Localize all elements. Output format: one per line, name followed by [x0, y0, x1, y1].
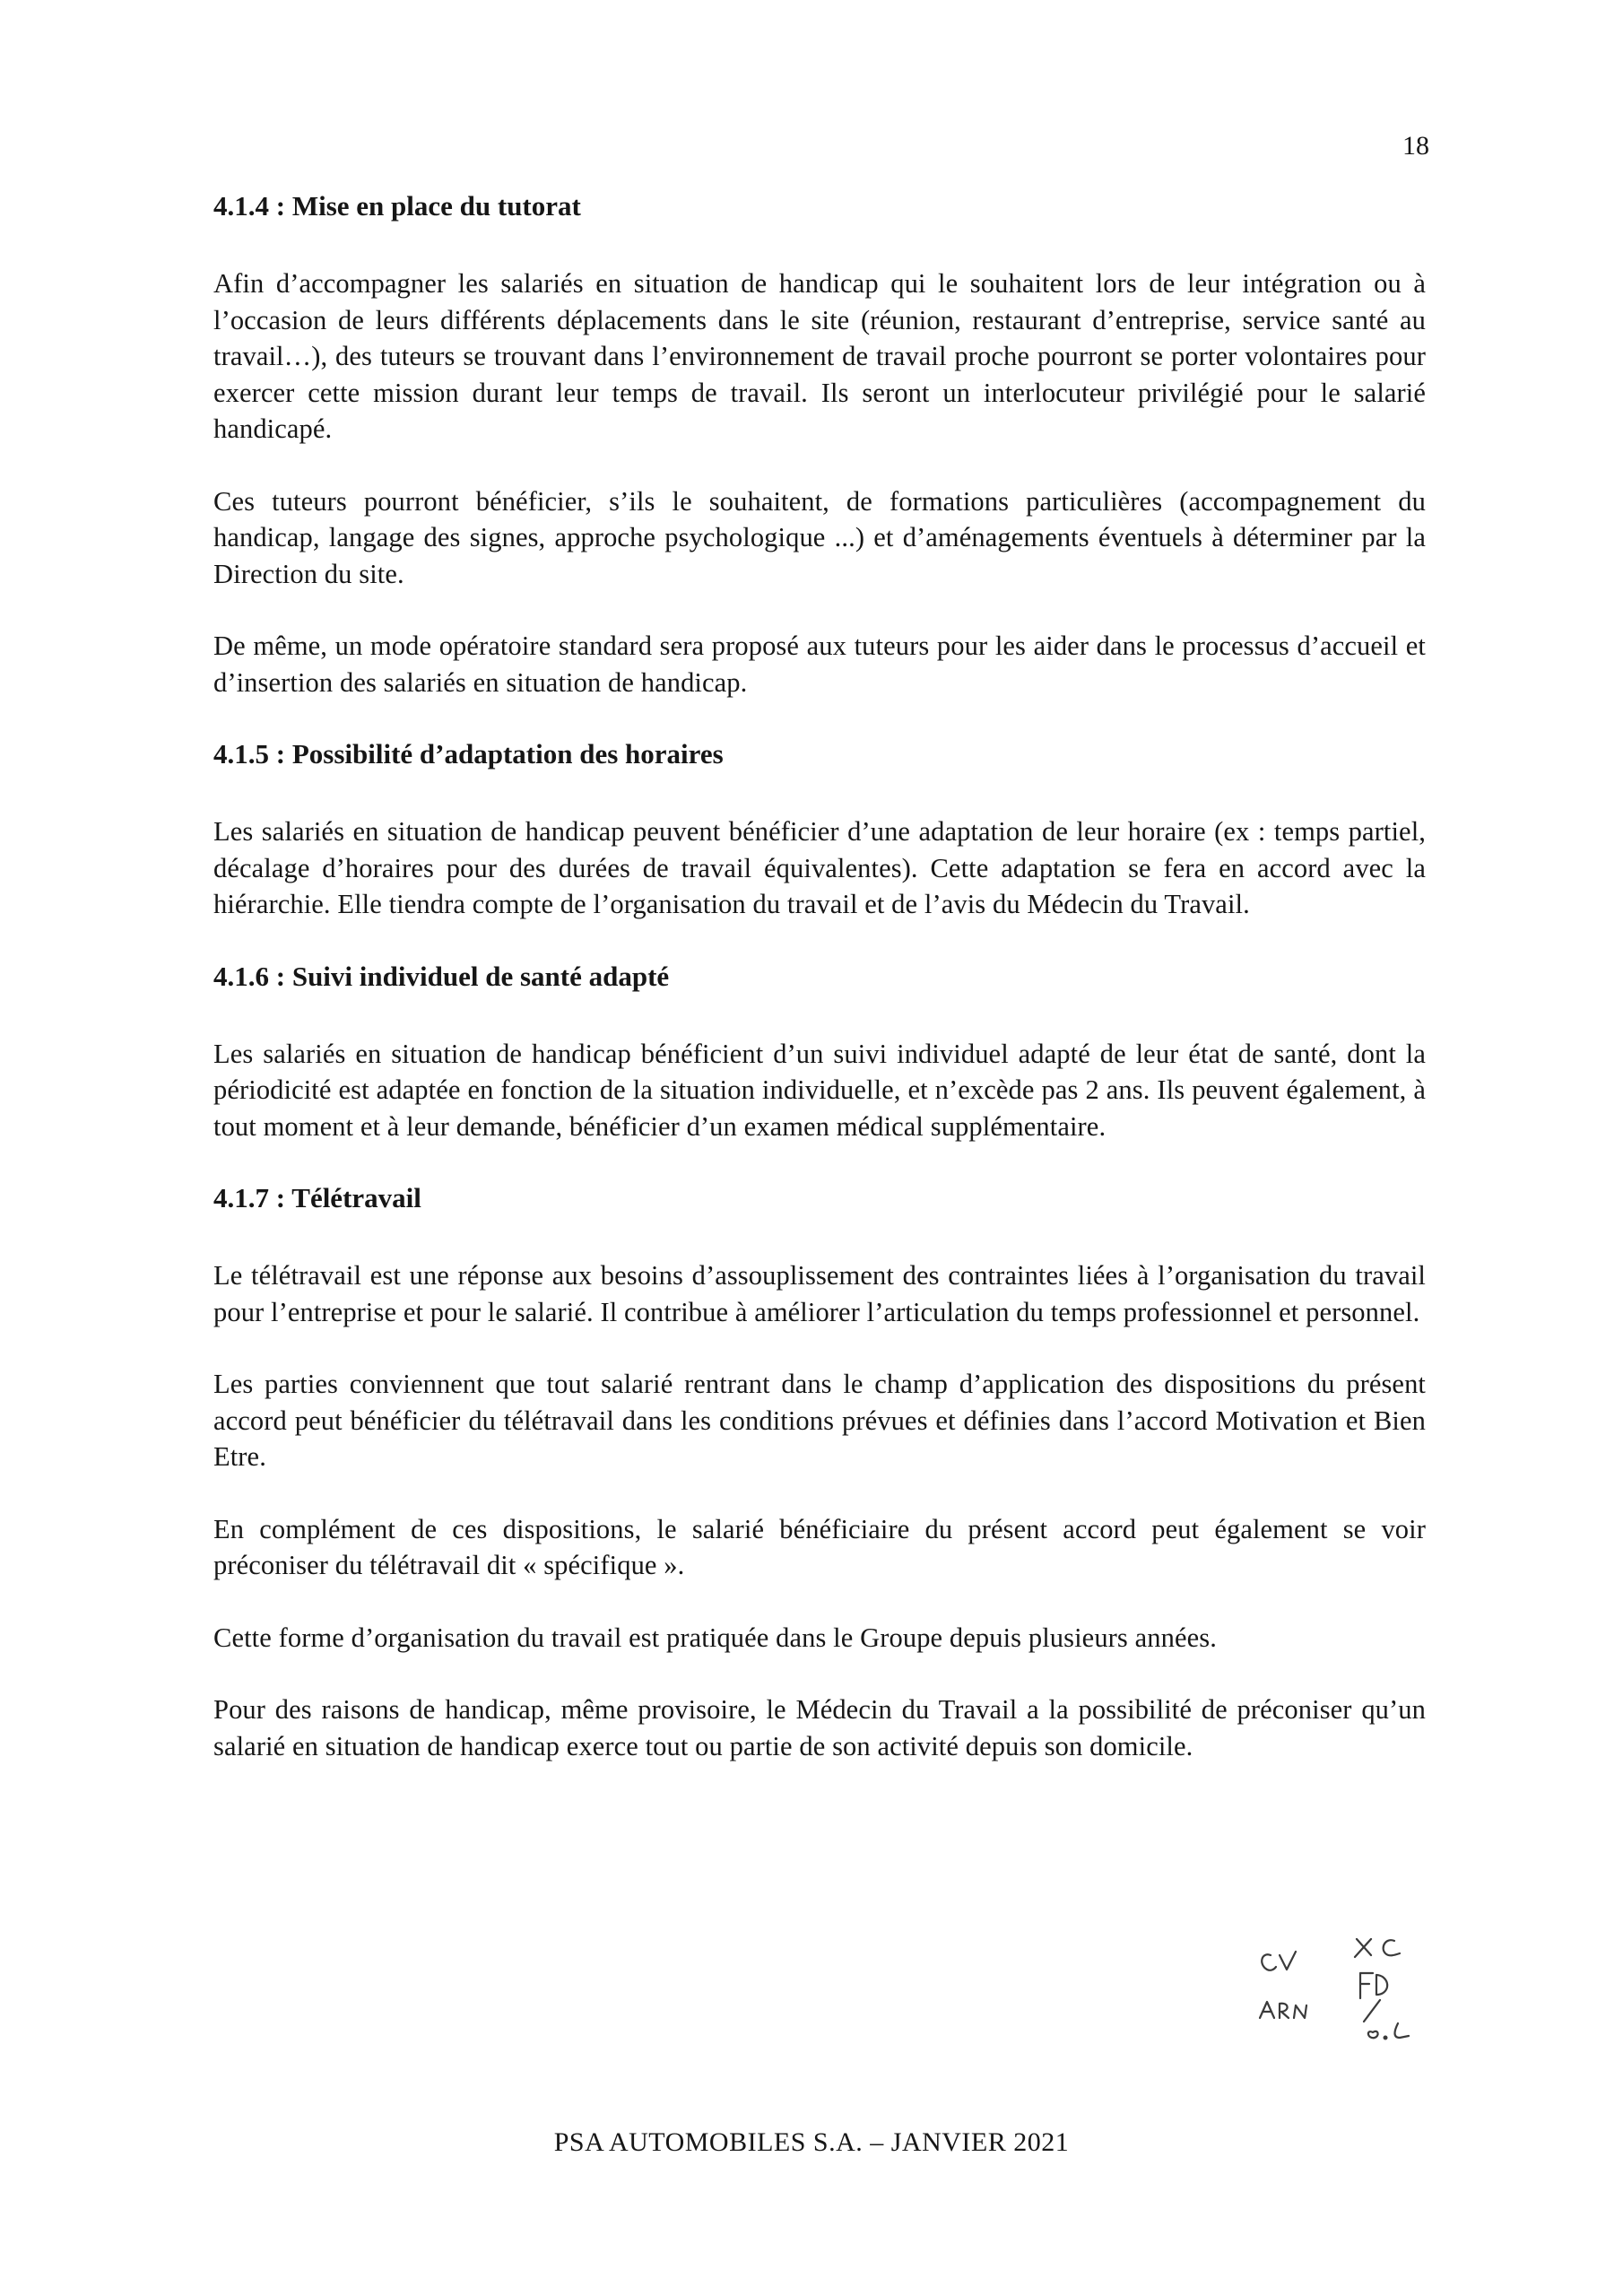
paragraph: Les parties conviennent que tout salarié rentrant dans le champ d’application des dispositions du présent accord peut bénéficier du télétravail dans les conditions prévues et définies dans l’accord Motivation et Bien Etre.	[213, 1369, 1426, 1472]
paragraph: Pour des raisons de handicap, même provisoire, le Médecin du Travail a la possibilité de préconiser qu’un salarié en situation de handicap exerce tout ou partie de son activité depuis son domicile.	[213, 1694, 1426, 1761]
section-4-1-7	[213, 1180, 1426, 1764]
paragraph: Cette forme d’organisation du travail est pratiquée dans le Groupe depuis plusieurs années.	[213, 1622, 1217, 1653]
document-body	[213, 188, 1426, 1800]
section-heading: 4.1.5 : Possibilité d’adaptation des horaires	[213, 738, 724, 770]
section-heading: 4.1.4 : Mise en place du tutorat	[213, 190, 581, 222]
section-4-1-5	[213, 736, 1426, 923]
paragraph: Le télétravail est une réponse aux besoins d’assouplissement des contraintes liées à l’organisation du travail pour l’entreprise et pour le salarié. Il contribue à améliorer l’articulation du temps professionnel et personnel.	[213, 1260, 1426, 1327]
paragraph: Les salariés en situation de handicap peuvent bénéficier d’une adaptation de leur horaire (ex : temps partiel, décalage d’horaires pour des durées de travail équivalentes). Cette adaptation se fera en accord avec la hiérarchie. Elle tiendra compte de l’organisation du travail et de l’avis du Médecin du Travail.	[213, 816, 1426, 919]
section-4-1-4	[213, 188, 1426, 700]
document-footer: PSA AUTOMOBILES S.A. – JANVIER 2021	[553, 2127, 1070, 2157]
paragraph: De même, un mode opératoire standard sera proposé aux tuteurs pour les aider dans le processus d’accueil et d’insertion des salariés en situation de handicap.	[213, 631, 1426, 698]
section-heading: 4.1.6 : Suivi individuel de santé adapté	[213, 960, 670, 992]
page-number: 18	[1402, 131, 1429, 161]
section-4-1-6	[213, 959, 1426, 1145]
paragraph: Les salariés en situation de handicap bénéficient d’un suivi individuel adapté de leur état de santé, dont la périodicité est adaptée en fonction de la situation individuelle, et n’excède pas 2 ans. Ils peuvent également, à tout moment et à leur demande, bénéficier d’un examen médical supplémentaire.	[213, 1038, 1426, 1142]
section-heading: 4.1.7 : Télétravail	[213, 1182, 421, 1213]
paragraph: Ces tuteurs pourront bénéficier, s’ils le souhaitent, de formations particulières (accompagnement du handicap, langage des signes, approche psychologique ...) et d’aménagements éventuels à déterminer par la Direction du site.	[213, 485, 1426, 589]
paragraph: Afin d’accompagner les salariés en situation de handicap qui le souhaitent lors de leur intégration ou à l’occasion de leurs différents déplacements dans le site (réunion, restaurant d’entreprise, service santé au travail…), des tuteurs se trouvant dans l’environnement de travail proche pourront se porter volontaires pour exercer cette mission durant leur temps de travail. Ils seront un interlocuteur privilégié pour le salarié handicapé.	[213, 268, 1426, 444]
paragraph: En complément de ces dispositions, le salarié bénéficiaire du présent accord peut également se voir préconiser du télétravail dit « spécifique ».	[213, 1513, 1426, 1580]
handwritten-initials	[1251, 1928, 1448, 2045]
